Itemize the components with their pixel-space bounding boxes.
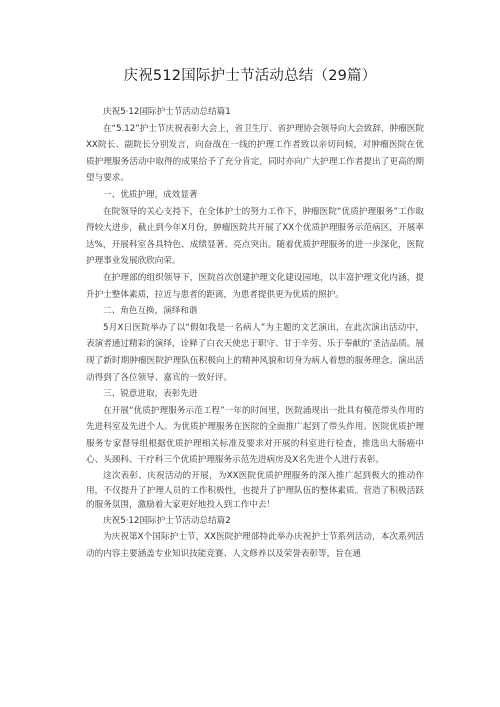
section-subtitle: 庆祝5·12国际护士节活动总结篇1 xyxy=(103,107,231,117)
paragraph: 这次表彰、庆祝活动的开展，为XX医院优质护理服务的深入推广起到极大的推动作用，不仅提升了护理人员的工作积极性，也提升了护理队伍的整体素质。营造了积极活跃的服务氛围，激励着大家更好地投入到工作中去！ xyxy=(86,471,424,511)
section-heading: 一、优质护理，成效显著 xyxy=(103,189,198,200)
paragraph: 在护理部的组织领导下，医院首次创建护理文化建设园地，以丰富护理文化内涵，提升护士整体素质，拉近与患者的距离，为患者提供更为优质的照护。 xyxy=(86,272,424,300)
paragraph: 为庆祝第X个国际护士节，XX医院护理部特此举办庆祝护士节系列活动，本次系列活动的内容主要涵盖专业知识技能竞赛、人文修养以及荣誉表彰等，旨在通 xyxy=(86,532,424,560)
paragraph: 5月X日医院举办了以“假如我是一名病人”为主题的文艺演出，在此次演出活动中，表演者通过精彩的演绎，诠释了白衣天使忠于职守、甘于辛劳、乐于奉献的‘圣洁品质。展现了新时期肿瘤医院护理队伍积极向上的精神风貌和切身为病人着想的服务理念。演出活动得到了各位领导、嘉宾的一致好评。 xyxy=(86,322,424,383)
section-subtitle: 庆祝5·12国际护士节活动总结篇2 xyxy=(103,515,231,526)
document-body xyxy=(86,104,424,563)
paragraph: 在院领导的关心支持下，在全体护士的努力工作下，肿瘤医院“优质护理服务”工作取得较大进步，截止到今年X月份，肿瘤医院共开展了XX个优质护理服务示范病区，开展率达%，开展科室各具特色、成绩显著、亮点突出。随着优质护理服务的进一步深化，医院护理事业发展欣欣向荣。 xyxy=(86,206,424,267)
section-heading: 三、锐意进取，表彰先进 xyxy=(103,389,198,400)
paragraph: 在开展“优质护理服务示范工程”一年的时间里，医院涌现出一批具有模范带头作用的先进科室及先进个人。为优质护理服务在医院的全面推广起到了带头作用。医院优质护理服务专家督导组根据优质护理相关标准及要求对开展的科室进行检查，推选出大肠癌中心、头颈科、干疗科三个优质护理服务示范先进病房及X名先进个人进行表彰。 xyxy=(86,405,424,466)
paragraph: 在“5.12”护士节庆祝表彰大会上，省卫生厅、省护理协会领导向大会致辞，肿瘤医院XX院长、副院长分别发言，向奋战在一线的护理工作者致以亲切问候，对肿瘤医院在优质护理服务活动中取得的成果给予了充分肯定，同时亦向广大护理工作者提出了更高的期望与要求。 xyxy=(86,123,424,184)
section-heading: 二、角色互换，演绎和谐 xyxy=(103,306,198,317)
page-title: 庆祝512国际护士节活动总结（29篇） xyxy=(123,68,377,84)
